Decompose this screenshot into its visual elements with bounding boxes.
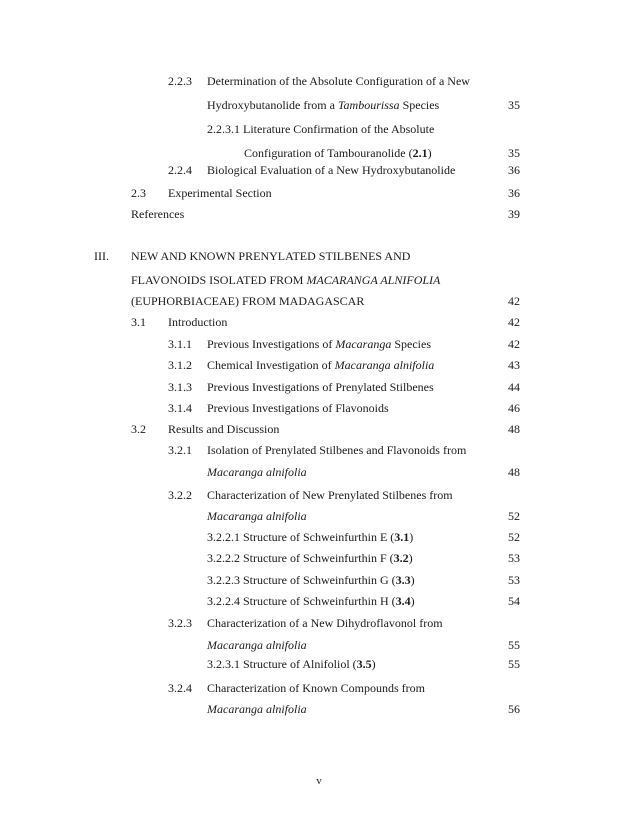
toc-entry-cont [0, 636, 638, 654]
entry-number: 3.2.3 [168, 616, 192, 630]
page-number: 42 [508, 337, 520, 351]
entry-number: 3.2.1 [168, 443, 192, 457]
toc-entry [0, 205, 638, 223]
page-number: 35 [508, 146, 520, 160]
page-number: 56 [508, 702, 520, 716]
toc-entry [0, 161, 638, 179]
chapter-heading [0, 247, 638, 265]
entry-title: Results and Discussion [168, 422, 280, 436]
toc-entry [0, 420, 638, 438]
toc-entry [0, 592, 638, 610]
toc-entry [0, 486, 638, 504]
entry-title: Isolation of Prenylated Stilbenes and Flavonoids from [207, 443, 467, 457]
entry-title: Hydroxybutanolide from a Tambourissa Species [207, 98, 440, 112]
page-number: 48 [508, 465, 520, 479]
page-number: 43 [508, 358, 520, 372]
toc-entry [0, 614, 638, 632]
chapter-title: NEW AND KNOWN PRENYLATED STILBENES AND [131, 249, 411, 263]
entry-number: 3.1 [131, 315, 146, 329]
toc-entry [0, 441, 638, 459]
entry-title: Previous Investigations of Macaranga Species [207, 337, 431, 351]
toc-entry [0, 378, 638, 396]
page-number: 36 [508, 163, 520, 177]
entry-number: 3.2.2 [168, 488, 192, 502]
entry-title: Characterization of a New Dihydroflavonol from [207, 616, 443, 630]
page-number: 55 [508, 638, 520, 652]
entry-title: Introduction [168, 315, 228, 329]
toc-entry-cont [0, 507, 638, 525]
entry-title: 2.2.3.1 Literature Confirmation of the Absolute [207, 122, 435, 136]
page-number: 39 [508, 207, 520, 221]
toc-entry [0, 399, 638, 417]
page-number: 42 [508, 315, 520, 329]
footer-page-number: v [316, 775, 322, 787]
page-number: 46 [508, 401, 520, 415]
toc-entry [0, 528, 638, 546]
toc-entry [0, 313, 638, 331]
entry-number: 3.1.2 [168, 358, 192, 372]
page-number: 36 [508, 186, 520, 200]
chapter-title: FLAVONOIDS ISOLATED FROM MACARANGA ALNIFOLIA [131, 273, 441, 287]
toc-entry [0, 571, 638, 589]
entry-number: 2.3 [131, 186, 146, 200]
page-number: 52 [508, 509, 520, 523]
entry-title: Macaranga alnifolia [207, 638, 307, 652]
toc-entry-cont [0, 463, 638, 481]
entry-title: Previous Investigations of Flavonoids [207, 401, 389, 415]
entry-title: Configuration of Tambouranolide (2.1) [244, 146, 432, 160]
entry-title: 3.2.2.3 Structure of Schweinfurthin G (3.3) [207, 573, 415, 587]
entry-title: Determination of the Absolute Configuration of a New [207, 74, 470, 88]
page-number: 54 [508, 594, 520, 608]
entry-title: Macaranga alnifolia [207, 702, 307, 716]
entry-title: Characterization of New Prenylated Stilbenes from [207, 488, 453, 502]
toc-entry-cont [0, 700, 638, 718]
toc-entry-cont [0, 96, 638, 114]
entry-title: Previous Investigations of Prenylated Stilbenes [207, 380, 434, 394]
entry-title: References [131, 207, 185, 221]
chapter-heading-cont [0, 271, 638, 289]
entry-title: Macaranga alnifolia [207, 465, 307, 479]
entry-number: 3.1.3 [168, 380, 192, 394]
entry-title: Characterization of Known Compounds from [207, 681, 425, 695]
entry-title: Experimental Section [168, 186, 272, 200]
entry-title: 3.2.2.4 Structure of Schweinfurthin H (3.4) [207, 594, 415, 608]
entry-title: Macaranga alnifolia [207, 509, 307, 523]
page-number: 42 [508, 294, 520, 308]
entry-title: 3.2.3.1 Structure of Alnifoliol (3.5) [207, 657, 376, 671]
page-number: 53 [508, 551, 520, 565]
toc-entry-cont [0, 144, 638, 162]
toc-entry [0, 679, 638, 697]
page-number: 48 [508, 422, 520, 436]
page-number: 44 [508, 380, 520, 394]
toc-entry [0, 549, 638, 567]
chapter-heading-cont [0, 292, 638, 310]
toc-entry [0, 120, 638, 138]
page-number: 55 [508, 657, 520, 671]
entry-title: 3.2.2.2 Structure of Schweinfurthin F (3.2) [207, 551, 413, 565]
entry-number: 3.1.1 [168, 337, 192, 351]
toc-entry [0, 335, 638, 353]
page-number: 35 [508, 98, 520, 112]
entry-title: Chemical Investigation of Macaranga alnifolia [207, 358, 435, 372]
entry-number: 3.2 [131, 422, 146, 436]
toc-entry [0, 655, 638, 673]
entry-number: 3.2.4 [168, 681, 192, 695]
page-number: 52 [508, 530, 520, 544]
toc-entry [0, 184, 638, 202]
chapter-title: (EUPHORBIACEAE) FROM MADAGASCAR [131, 294, 365, 308]
entry-number: 3.1.4 [168, 401, 192, 415]
entry-title: Biological Evaluation of a New Hydroxybutanolide [207, 163, 456, 177]
entry-number: 2.2.4 [168, 163, 192, 177]
toc-entry [0, 72, 638, 90]
chapter-number: III. [94, 249, 109, 263]
entry-title: 3.2.2.1 Structure of Schweinfurthin E (3.1) [207, 530, 414, 544]
page-number: 53 [508, 573, 520, 587]
toc-entry [0, 356, 638, 374]
entry-number: 2.2.3 [168, 74, 192, 88]
